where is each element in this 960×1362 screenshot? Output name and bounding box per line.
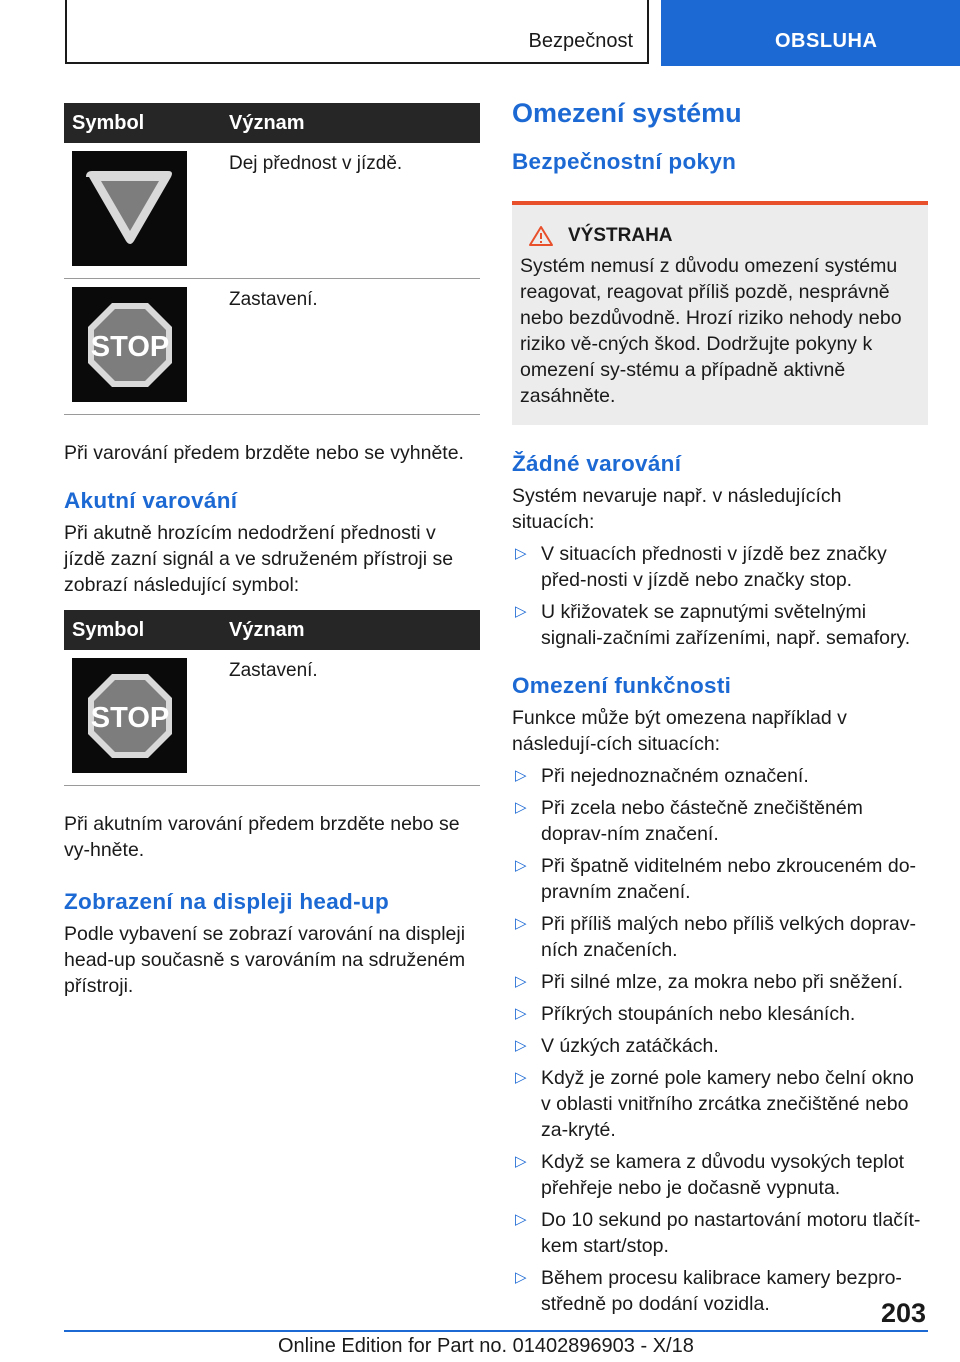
warning-text: Systém nemusí z důvodu omezení systému reagovat, reagovat příliš pozdě, nesprávně nebo bezdůvodně. Hrozí riziko nehody nebo riziko vě-cných škod. Dodržujte pokyny k omezení sy-stému a případně aktivně zasáhněte. xyxy=(520,255,902,407)
header-chapter-label: OBSLUHA xyxy=(775,30,878,52)
list-item: ▷ Do 10 sekund po nastartování motoru tlačít-kem start/stop. xyxy=(515,1209,921,1257)
bullet-triangle-icon: ▷ xyxy=(515,1269,527,1286)
right-column xyxy=(512,98,928,1317)
meaning-cell: Dej přednost v jízdě. xyxy=(229,143,480,279)
warning-title: VÝSTRAHA xyxy=(568,225,673,246)
list-item: ▷ Při nejednoznačném označení. xyxy=(515,765,809,787)
table-header-symbol: Symbol xyxy=(64,103,229,143)
bullet-triangle-icon: ▷ xyxy=(515,915,527,932)
bullet-triangle-icon: ▷ xyxy=(515,1211,527,1228)
list-item: ▷ V úzkých zatáčkách. xyxy=(515,1035,719,1057)
warning-box xyxy=(512,201,928,425)
header-section-title: Bezpečnost xyxy=(528,30,633,52)
list-item: ▷ Když je zorné pole kamery nebo čelní okno v oblasti vnitřního zrcátka znečištěné nebo za-kryté. xyxy=(515,1067,914,1141)
bullet-triangle-icon: ▷ xyxy=(515,1069,527,1086)
table-header-meaning: Význam xyxy=(229,610,480,650)
warning-triangle-icon xyxy=(528,225,554,247)
left-column xyxy=(64,103,480,999)
meaning-cell: Zastavení. xyxy=(229,650,480,786)
paragraph-function-limits: Funkce může být omezena například v následují-cích situacích: xyxy=(512,707,847,755)
svg-text:STOP: STOP xyxy=(90,701,169,734)
footer-edition: Online Edition for Part no. 01402896903 - X/18 xyxy=(278,1335,694,1357)
header-chapter-tab[interactable] xyxy=(661,0,960,66)
symbol-table-1 xyxy=(64,103,480,415)
table-header-meaning: Význam xyxy=(229,103,480,143)
bullet-triangle-icon: ▷ xyxy=(515,767,527,784)
list-item: ▷ Při silné mlze, za mokra nebo při sněžení. xyxy=(515,971,903,993)
table-row xyxy=(64,650,480,786)
list-item: ▷ V situacích přednosti v jízdě bez značky před-nosti v jízdě nebo značky stop. xyxy=(515,543,887,591)
list-item: ▷ U křižovatek se zapnutými světelnými signali-začními zařízeními, např. semafory. xyxy=(515,601,911,649)
heading-function-limits: Omezení funkčnosti xyxy=(512,673,732,698)
heading-no-warning: Žádné varování xyxy=(512,451,682,476)
footer-divider xyxy=(64,1330,928,1332)
svg-text:STOP: STOP xyxy=(90,330,169,363)
list-item: ▷ Když se kamera z důvodu vysokých teplot přehřeje nebo je dočasně vypnuta. xyxy=(515,1151,905,1199)
bullet-triangle-icon: ▷ xyxy=(515,603,527,620)
bullet-triangle-icon: ▷ xyxy=(515,799,527,816)
bullet-triangle-icon: ▷ xyxy=(515,1153,527,1170)
heading-system-limits: Omezení systému xyxy=(512,98,742,128)
header-section-box xyxy=(65,0,649,64)
paragraph-no-warning: Systém nevaruje např. v následujících situacích: xyxy=(512,485,842,533)
list-item: ▷ Při zcela nebo částečně znečištěném doprav-ním značení. xyxy=(515,797,863,845)
table-row xyxy=(64,279,480,415)
stop-sign-icon xyxy=(72,658,187,773)
list-item: ▷ Při příliš malých nebo příliš velkých doprav-ních značeních. xyxy=(515,913,916,961)
table-row xyxy=(64,143,480,279)
stop-sign-icon xyxy=(72,287,187,402)
heading-acute-warning: Akutní varování xyxy=(64,488,238,513)
page-number: 203 xyxy=(881,1298,927,1328)
yield-sign-icon xyxy=(72,151,187,266)
bullet-triangle-icon: ▷ xyxy=(515,1005,527,1022)
symbol-table-2 xyxy=(64,610,480,786)
heading-hud: Zobrazení na displeji head-up xyxy=(64,889,389,914)
bullet-triangle-icon: ▷ xyxy=(515,857,527,874)
paragraph-acute: Při akutně hrozícím nedodržení přednosti v jízdě zazní signál a ve sdruženém přístroji se zobrazí následující symbol: xyxy=(64,522,454,596)
list-item: ▷ Příkrých stoupáních nebo klesáních. xyxy=(515,1003,856,1025)
meaning-cell: Zastavení. xyxy=(229,279,480,415)
bullet-triangle-icon: ▷ xyxy=(515,1037,527,1054)
function-limits-list xyxy=(512,763,928,1317)
table-header-symbol: Symbol xyxy=(64,610,229,650)
bullet-triangle-icon: ▷ xyxy=(515,545,527,562)
bullet-triangle-icon: ▷ xyxy=(515,973,527,990)
paragraph-warn-action: Při varování předem brzděte nebo se vyhněte. xyxy=(64,442,464,464)
paragraph-hud: Podle vybavení se zobrazí varování na displeji head-up současně s varováním na sdruženém přístroji. xyxy=(64,923,466,997)
list-item: ▷ Během procesu kalibrace kamery bezpro-středně po dodání vozidla. xyxy=(515,1267,902,1315)
heading-safety-note: Bezpečnostní pokyn xyxy=(512,149,737,174)
paragraph-acute-action: Při akutním varování předem brzděte nebo se vy-hněte. xyxy=(64,813,460,861)
list-item: ▷ Při špatně viditelném nebo zkrouceném do-pravním značení. xyxy=(515,855,917,903)
no-warning-list xyxy=(512,541,928,651)
